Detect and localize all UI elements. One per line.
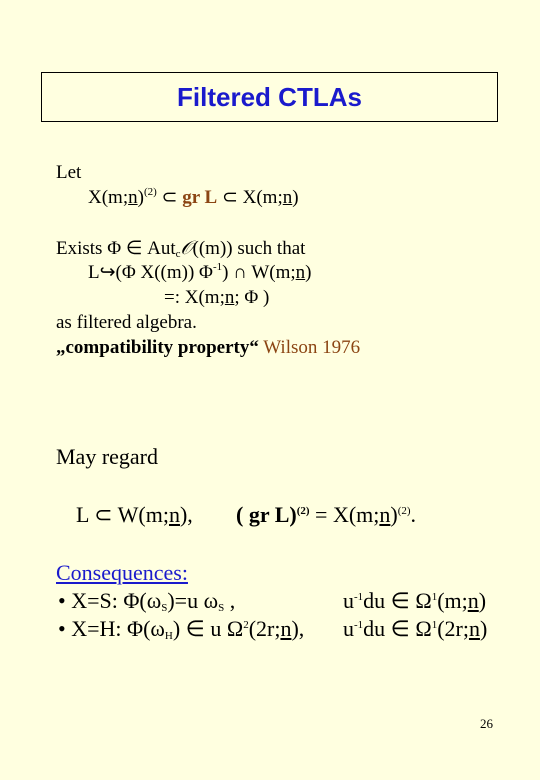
compat-line: „compatibility property“ Wilson 1976 xyxy=(56,337,361,358)
page-number: 26 xyxy=(480,716,493,731)
eq-line: =: X(m;n; Φ ) xyxy=(164,287,270,308)
regard-right: ( gr L)$^{(2)}$ = X(m;n)$^{(2)}$. xyxy=(236,502,417,527)
let-formula: X(m;n)$^{(2)}$ ⊂ gr L ⊂ X(m;n) xyxy=(88,186,299,208)
may-regard: May regard xyxy=(56,444,159,469)
regard-left: L ⊂ W(m;n), xyxy=(76,502,193,527)
exists-line: Exists Φ ∈ Aut$_c$𝒪((m)) such that xyxy=(56,238,306,260)
bullet-1-right: $u^{-1}du$ ∈ $\Omega^1(m;n)$ xyxy=(343,588,487,613)
hook-arrow-icon: ↪ xyxy=(99,262,116,283)
filtered-line: as filtered algebra. xyxy=(56,312,197,333)
bullet-1-left: • X=S: $\Phi(\omega_S)=u$ $\omega_S$ , xyxy=(58,588,236,614)
bullet-2-left: • X=H: $\Phi(\omega_H)$ ∈ u $\Omega^2(2r;n)$, xyxy=(58,616,305,642)
bullet: • xyxy=(58,588,66,613)
slide-title: Filtered CTLAs xyxy=(177,82,362,112)
script-o-icon: 𝒪 xyxy=(180,238,193,259)
let-label: Let xyxy=(56,162,82,183)
consequences-heading: Consequences: xyxy=(56,560,188,585)
title-box xyxy=(41,72,498,122)
map-line: L↪(Φ X((m)) $\Phi^{-1}$) ∩ W(m;n) xyxy=(88,261,312,283)
bullet-2-right: $u^{-1}du$ ∈ $\Omega^1(2r;n)$ xyxy=(343,616,488,641)
bullet: • xyxy=(58,616,66,641)
gr-L: gr L xyxy=(182,187,218,208)
